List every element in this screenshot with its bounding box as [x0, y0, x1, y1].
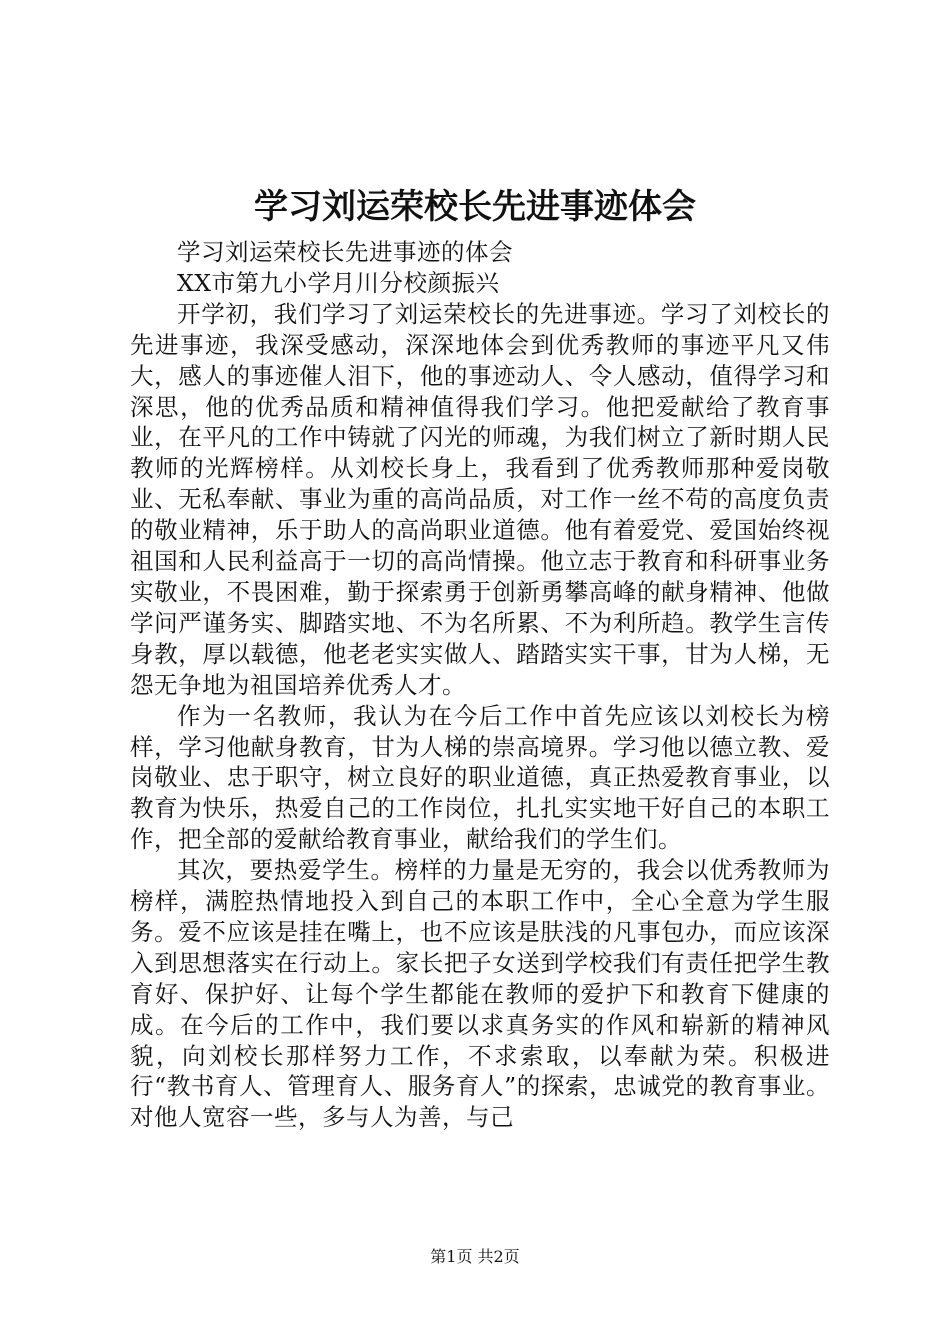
body-paragraph: 开学初，我们学习了刘运荣校长的先进事迹。学习了刘校长的先进事迹，我深受感动，深深地体会到优秀教师的事迹平凡又伟大，感人的事迹催人泪下，他的事迹动人、令人感动，值得学习和深思，他的优秀品质和精神值得我们学习。他把爱献给了教育事业，在平凡的工作中铸就了闪光的师魂，为我们树立了新时期人民教师的光辉榜样。从刘校长身上，我看到了优秀教师那种爱岗敬业、无私奉献、事业为重的高尚品质，对工作一丝不苟的高度负责的敬业精神，乐于助人的高尚职业道德。他有着爱党、爱国始终视祖国和人民利益高于一切的高尚情操。他立志于教育和科研事业务实敬业，不畏困难，勤于探索勇于创新勇攀高峰的献身精神、他做学问严谨务实、脚踏实地、不为名所累、不为利所趋。教学生言传身教，厚以载德，他老老实实做人、踏踏实实干事，甘为人梯，无怨无争地为祖国培养优秀人才。	[130, 299, 830, 699]
body-paragraph: 其次，要热爱学生。榜样的力量是无穷的，我会以优秀教师为榜样，满腔热情地投入到自己的本职工作中，全心全意为学生服务。爱不应该是挂在嘴上，也不应该是肤浅的凡事包办，而应该深入到思想落实在行动上。家长把子女送到学校我们有责任把学生教育好、保护好、让每个学生都能在教师的爱护下和教育下健康的成。在今后的工作中，我们要以求真务实的作风和崭新的精神风貌，向刘校长那样努力工作，不求索取，以奉献为荣。积极进行“教书育人、管理育人、服务育人”的探索，忠诚党的教育事业。对他人宽容一些，多与人为善，与己	[130, 856, 830, 1132]
author-line: XX市第九小学月川分校颜振兴	[177, 268, 500, 297]
page-number-footer: 第1页 共2页	[430, 1247, 520, 1266]
body-paragraph: 作为一名教师，我认为在今后工作中首先应该以刘校长为榜样，学习他献身教育，甘为人梯的崇高境界。学习他以德立教、爱岗敬业、忠于职守，树立良好的职业道德，真正热爱教育事业，以教育为快乐，热爱自己的工作岗位，扎扎实实地干好自己的本职工作，把全部的爱献给教育事业，献给我们的学生们。	[130, 701, 830, 854]
document-subtitle: 学习刘运荣校长先进事迹的体会	[177, 238, 513, 266]
document-body	[130, 237, 830, 1133]
document-title: 学习刘运荣校长先进事迹体会	[254, 187, 696, 227]
